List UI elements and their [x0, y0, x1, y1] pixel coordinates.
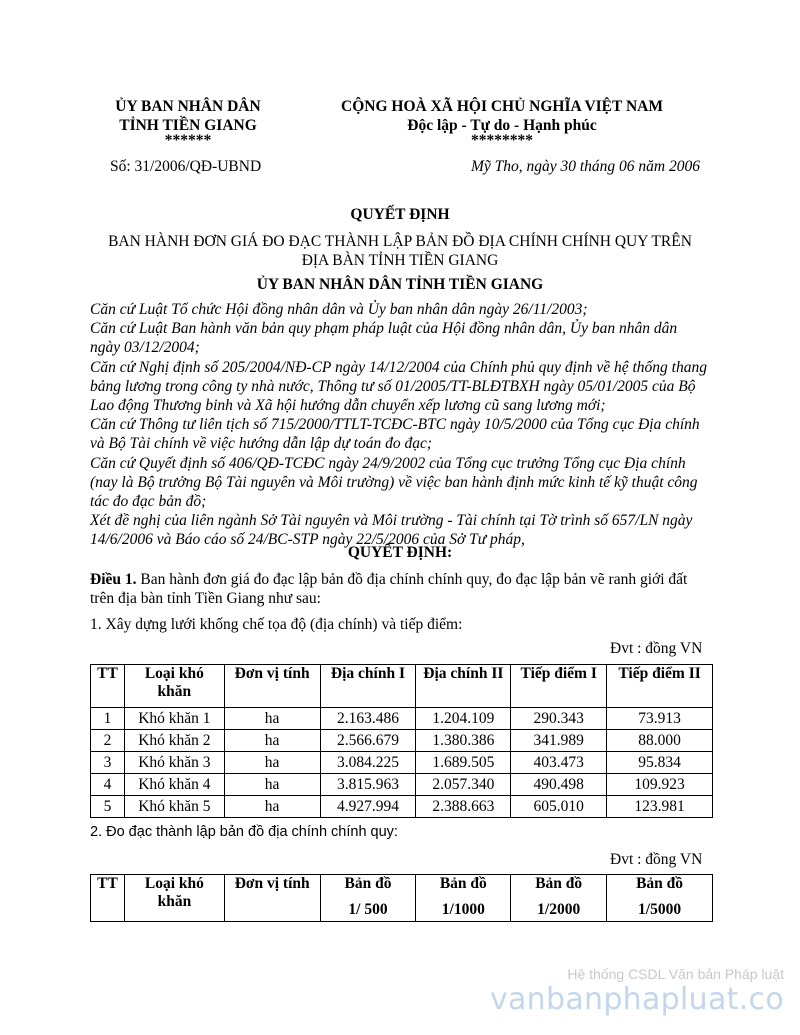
column-header: Tiếp điểm I	[511, 665, 607, 708]
column-header: Địa chính I	[320, 665, 416, 708]
table-cell: 2.057.340	[416, 774, 511, 796]
document-number: Số: 31/2006/QĐ-UBND	[110, 158, 262, 175]
table-cell: 490.498	[511, 774, 607, 796]
table-cell: 5	[91, 796, 125, 818]
column-header: TT	[91, 665, 125, 708]
column-header: Tiếp điểm II	[607, 665, 713, 708]
section-2-heading: 2. Đo đạc thành lập bản đồ địa chính chính quy:	[90, 824, 398, 840]
legal-basis-item: Căn cứ Quyết định số 406/QĐ-TCĐC ngày 24/9/2002 của Tổng cục trưởng Tổng cục Địa chính (nay là Bộ trưởng Bộ Tài nguyên và Môi trường) về việc ban hành định mức kinh tế kỹ thuật công tác đo đạc bản đồ;	[90, 454, 698, 511]
national-header	[320, 97, 684, 147]
issuer-province: TỈNH TIỀN GIANG	[119, 117, 257, 134]
national-stars: ********	[471, 132, 533, 149]
table-cell: Khó khăn 3	[124, 752, 224, 774]
article-1	[90, 570, 710, 608]
table-cell: 4	[91, 774, 125, 796]
issuer-stars: ******	[164, 132, 212, 149]
section-1-unit: Đvt : đồng VN	[610, 640, 703, 657]
table-cell: ha	[224, 774, 320, 796]
legal-basis-item: Căn cứ Nghị định số 205/2004/NĐ-CP ngày 14/12/2004 của Chính phủ quy định về hệ thống thang bảng lương trong công ty nhà nước, Thông tư số 01/2005/TT-BLĐTBXH ngày 05/01/2005 của Bộ Lao động Thương binh và Xã hội hướng dẫn chuyển xếp lương cũ sang lương mới;	[90, 358, 707, 415]
column-header: Loại khó khăn	[124, 665, 224, 708]
section-2-unit: Đvt : đồng VN	[610, 851, 703, 868]
legal-basis-item: Căn cứ Luật Ban hành văn bản quy phạm pháp luật của Hội đồng nhân dân, Ủy ban nhân dân ngày 03/12/2004;	[90, 320, 678, 357]
table-cell: 1	[91, 708, 125, 730]
table-row	[91, 752, 713, 774]
issuer-name: ỦY BAN NHÂN DÂN	[115, 98, 261, 115]
article-1-label: Điều 1.	[90, 571, 137, 588]
watermark-caption: Hệ thống CSDL Văn bản Pháp luật	[567, 966, 784, 982]
legal-basis-item: Xét đề nghị của liên ngành Sở Tài nguyên và Môi trường - Tài chính tại Tờ trình số 657/LN ngày 14/6/2006 và Báo cáo số 24/BC-STP ngày 22/5/2006 của Sở Tư pháp,	[90, 512, 693, 549]
table-cell: ha	[224, 796, 320, 818]
table-cell: Khó khăn 4	[124, 774, 224, 796]
table-row	[91, 708, 713, 730]
table-cell: 4.927.994	[320, 796, 416, 818]
column-header: Bản đồ 1/ 500	[320, 875, 416, 922]
table-cell: 88.000	[607, 730, 713, 752]
table-cell: 73.913	[607, 708, 713, 730]
table-cell: 95.834	[607, 752, 713, 774]
table-cell: 403.473	[511, 752, 607, 774]
column-header: Bản đồ 1/2000	[511, 875, 607, 922]
legal-basis	[90, 300, 710, 550]
table-header-row	[91, 665, 713, 708]
table-row	[91, 730, 713, 752]
table-cell: 290.343	[511, 708, 607, 730]
table-header-row	[91, 875, 713, 922]
column-header: Loại khó khăn	[124, 875, 224, 922]
table-cell: ha	[224, 708, 320, 730]
table-cell: 1.380.386	[416, 730, 511, 752]
national-name: CỘNG HOÀ XÃ HỘI CHỦ NGHĨA VIỆT NAM	[341, 98, 663, 115]
legal-basis-item: Căn cứ Luật Tổ chức Hội đồng nhân dân và Ủy ban nhân dân ngày 26/11/2003;	[90, 301, 588, 318]
national-motto: Độc lập - Tự do - Hạnh phúc	[407, 117, 597, 134]
document-type: QUYẾT ĐỊNH	[350, 206, 450, 223]
table-cell: 3.084.225	[320, 752, 416, 774]
column-header: Địa chính II	[416, 665, 511, 708]
table-cell: 3	[91, 752, 125, 774]
place-date: Mỹ Tho, ngày 30 tháng 06 năm 2006	[470, 158, 700, 175]
column-header: Bản đồ 1/5000	[607, 875, 713, 922]
table-cell: 1.689.505	[416, 752, 511, 774]
table-row	[91, 774, 713, 796]
table-cell: ha	[224, 752, 320, 774]
issuer-header	[90, 97, 286, 147]
document-title	[100, 232, 700, 270]
article-1-text: Ban hành đơn giá đo đạc lập bản đồ địa chính chính quy, đo đạc lập bản vẽ ranh giới đất trên địa bàn tỉnh Tiền Giang như sau:	[90, 571, 688, 608]
table-row	[91, 796, 713, 818]
watermark-site: vanbanphapluat.co	[489, 982, 784, 1017]
price-table-control-network	[90, 664, 713, 818]
column-header: Đơn vị tính	[224, 665, 320, 708]
document-title-line: ĐỊA BÀN TỈNH TIỀN GIANG	[301, 252, 499, 269]
section-1-heading: 1. Xây dựng lưới khống chế tọa độ (địa chính) và tiếp điểm:	[90, 616, 463, 633]
issuing-authority: ỦY BAN NHÂN DÂN TỈNH TIỀN GIANG	[256, 276, 544, 293]
column-header: TT	[91, 875, 125, 922]
column-header: Đơn vị tính	[224, 875, 320, 922]
table-cell: ha	[224, 730, 320, 752]
column-header: Bản đồ 1/1000	[416, 875, 511, 922]
table-cell: Khó khăn 2	[124, 730, 224, 752]
table-cell: 109.923	[607, 774, 713, 796]
table-cell: 2.388.663	[416, 796, 511, 818]
table-cell: 2.163.486	[320, 708, 416, 730]
table-cell: 1.204.109	[416, 708, 511, 730]
table-cell: 2.566.679	[320, 730, 416, 752]
table-cell: 123.981	[607, 796, 713, 818]
price-table-cadastral-map	[90, 874, 713, 922]
table-cell: Khó khăn 5	[124, 796, 224, 818]
table-cell: 2	[91, 730, 125, 752]
document-title-line: BAN HÀNH ĐƠN GIÁ ĐO ĐẠC THÀNH LẬP BẢN ĐỒ ĐỊA CHÍNH CHÍNH QUY TRÊN	[108, 233, 692, 250]
legal-basis-item: Căn cứ Thông tư liên tịch số 715/2000/TTLT-TCĐC-BTC ngày 10/5/2000 của Tổng cục Địa chính và Bộ Tài chính về việc hướng dẫn lập dự toán đo đạc;	[90, 416, 700, 453]
table-cell: 605.010	[511, 796, 607, 818]
table-cell: 3.815.963	[320, 774, 416, 796]
table-cell: Khó khăn 1	[124, 708, 224, 730]
decision-heading: QUYẾT ĐỊNH:	[347, 544, 453, 561]
table-cell: 341.989	[511, 730, 607, 752]
